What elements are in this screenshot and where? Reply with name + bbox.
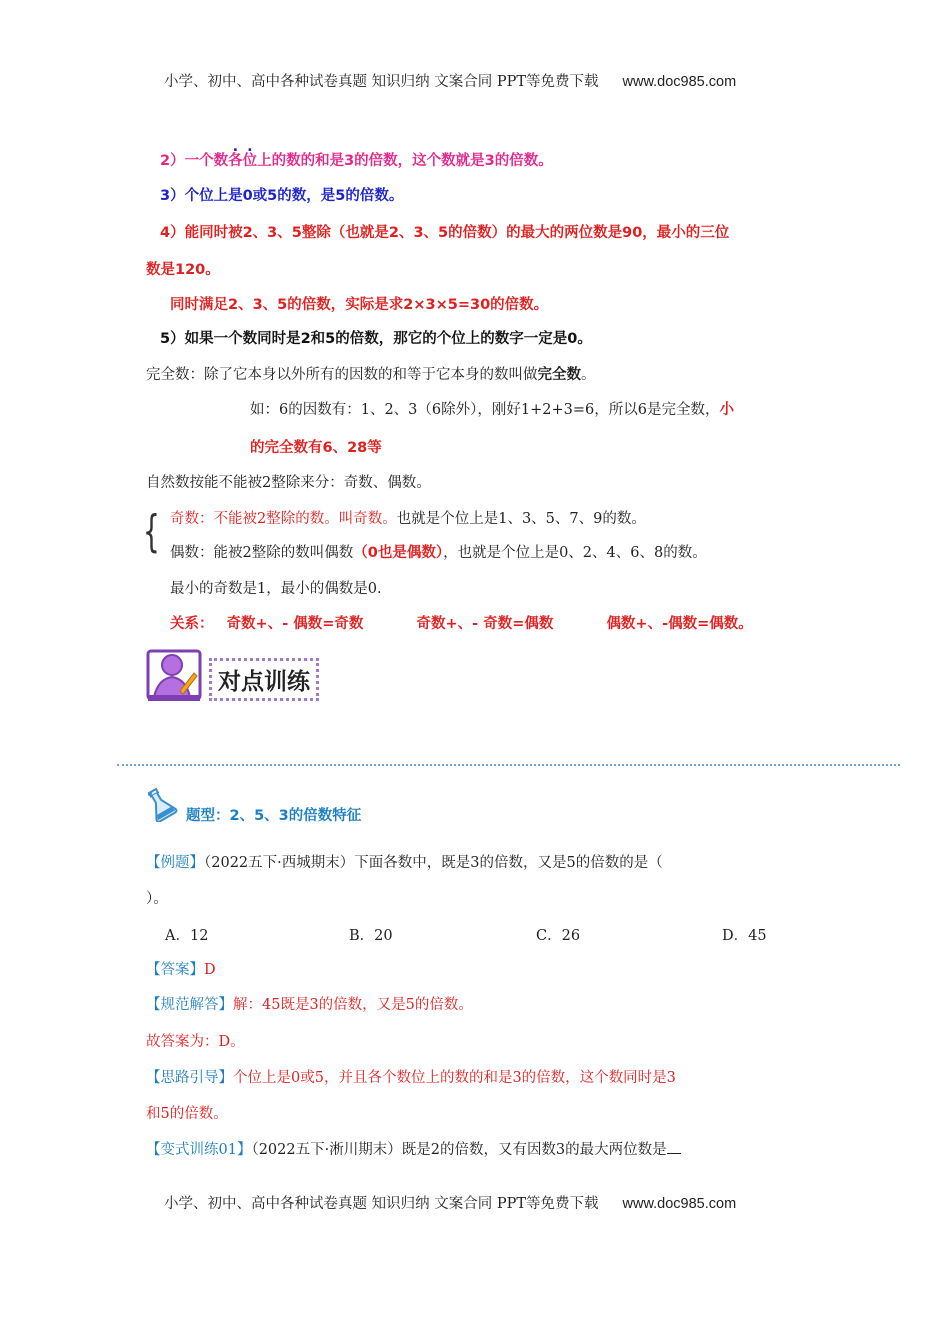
rule-4-line2: 数是120。 bbox=[146, 262, 220, 278]
header-url[interactable]: www.doc985.com bbox=[622, 74, 737, 90]
flask-icon bbox=[142, 786, 178, 822]
option-c: C．26 bbox=[536, 928, 581, 944]
training-badge: 对点训练 bbox=[209, 658, 319, 701]
perfect-number-example-line2: 的完全数有6、28等 bbox=[250, 440, 382, 456]
solution-tag: 【规范解答】 bbox=[146, 997, 233, 1013]
rule-5: 5）如果一个数同时是2和5的倍数，那它的个位上的数字一定是0。 bbox=[160, 331, 592, 347]
header-text: 小学、初中、高中各种试卷真题 知识归纳 文案合同 PPT等免费下载 bbox=[164, 74, 599, 90]
min-odd-even: 最小的奇数是1，最小的偶数是0. bbox=[170, 581, 382, 597]
final-answer: 故答案为：D。 bbox=[146, 1034, 245, 1050]
option-d: D．45 bbox=[722, 928, 767, 944]
rule-3: 3）个位上是0或5的数，是5的倍数。 bbox=[160, 188, 404, 204]
option-b: B．20 bbox=[349, 928, 393, 944]
hint-line2: 和5的倍数。 bbox=[146, 1106, 228, 1122]
rule-4-note: 同时满足2、3、5的倍数，实际是求2×3×5=30的倍数。 bbox=[170, 297, 549, 313]
answer-blank bbox=[667, 1139, 681, 1154]
variant-question: 【变式训练01】（2022五下·淅川期末）既是2的倍数，又有因数3的最大两位数是 bbox=[146, 1138, 681, 1159]
parity-relation: 关系： 奇数+、- 偶数=奇数 奇数+、- 奇数=偶数 偶数+、-偶数=偶数。 bbox=[170, 616, 753, 632]
odd-definition: 奇数：不能被2整除的数。叫奇数。也就是个位上是1、3、5、7、9的数。 bbox=[170, 511, 646, 527]
topic-title: 题型：2、5、3的倍数特征 bbox=[186, 808, 362, 824]
teacher-icon bbox=[146, 647, 202, 703]
answer-value: D bbox=[204, 962, 216, 978]
parity-intro: 自然数按能不能被2整除来分：奇数、偶数。 bbox=[146, 475, 431, 491]
rule-4-line1: 4）能同时被2、3、5整除（也就是2、3、5的倍数）的最大的两位数是90，最小的三位 bbox=[160, 225, 730, 241]
perfect-number-definition: 完全数：除了它本身以外所有的因数的和等于它本身的数叫做完全数。 bbox=[146, 367, 596, 383]
section-divider bbox=[117, 764, 900, 766]
example-tag: 【例题】 bbox=[146, 855, 204, 871]
answer-line bbox=[146, 958, 216, 979]
example-question-line2: ）。 bbox=[146, 891, 168, 907]
answer-tag: 【答案】 bbox=[146, 962, 204, 978]
solution-line: 【规范解答】解：45既是3的倍数，又是5的倍数。 bbox=[146, 997, 473, 1013]
option-a: A．12 bbox=[165, 928, 209, 944]
footer-url[interactable]: www.doc985.com bbox=[622, 1196, 737, 1212]
hint-line: 【思路引导】个位上是0或5，并且各个数位上的数的和是3的倍数，这个数同时是3 bbox=[146, 1070, 676, 1086]
emphasis-char: 各 bbox=[228, 153, 243, 169]
perfect-number-term: 完全数 bbox=[537, 367, 581, 383]
perfect-number-example: 如：6的因数有：1、2、3（6除外），刚好1+2+3=6，所以6是完全数，小 bbox=[250, 402, 734, 418]
rule-2: 2）一个数各位上的数的和是3的倍数，这个数就是3的倍数。 bbox=[160, 153, 553, 169]
hint-tag: 【思路引导】 bbox=[146, 1070, 233, 1086]
example-question: 【例题】（2022五下·西城期末）下面各数中，既是3的倍数，又是5的倍数的是（ bbox=[146, 855, 663, 871]
page-header bbox=[164, 70, 736, 91]
footer-text: 小学、初中、高中各种试卷真题 知识归纳 文案合同 PPT等免费下载 bbox=[164, 1196, 599, 1212]
brace-icon: { bbox=[143, 506, 160, 557]
page-footer bbox=[164, 1192, 736, 1213]
emphasis-char: 位 bbox=[242, 153, 258, 169]
even-definition: 偶数：能被2整除的数叫偶数（0也是偶数），也就是个位上是0、2、4、6、8的数。 bbox=[170, 545, 707, 561]
variant-tag: 【变式训练01】 bbox=[146, 1142, 252, 1158]
